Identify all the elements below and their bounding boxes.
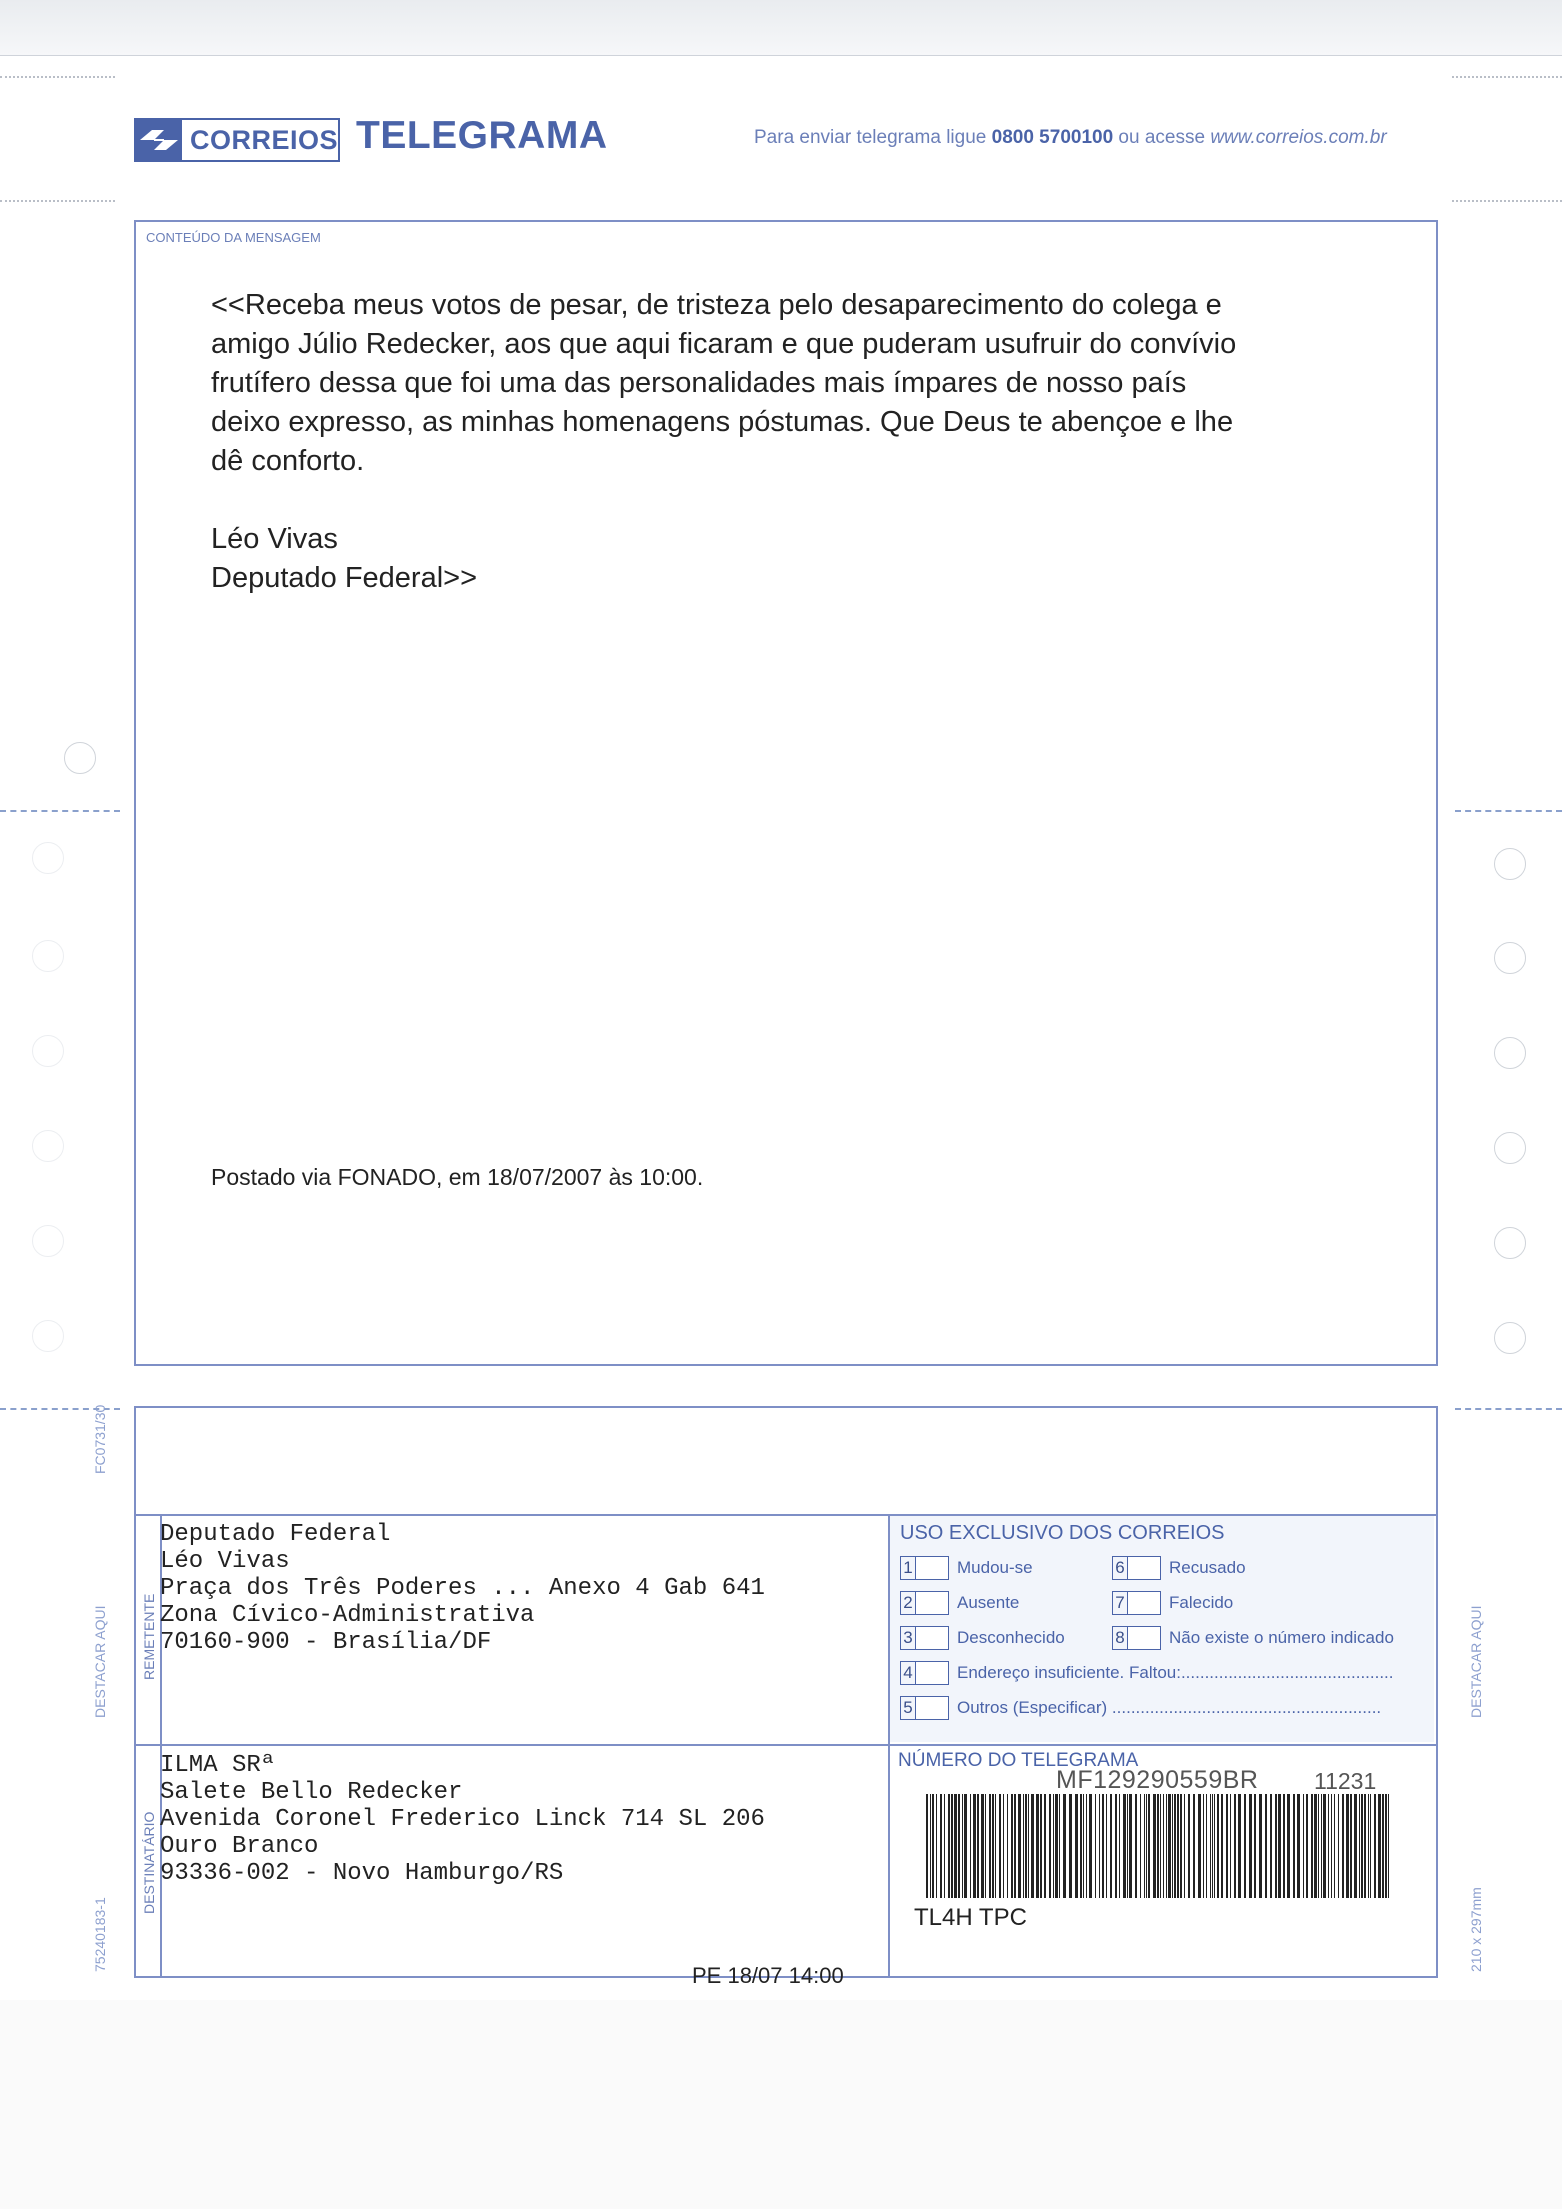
perforation-hole bbox=[32, 1225, 64, 1257]
recipient-label: DESTINATÁRIO bbox=[141, 1811, 157, 1914]
detach-here-right: DESTACAR AQUI bbox=[1468, 1605, 1484, 1718]
blank-band bbox=[136, 1408, 1436, 1516]
perforation-hole bbox=[32, 1130, 64, 1162]
option-number: 4 bbox=[900, 1661, 916, 1685]
sender-label: REMETENTE bbox=[141, 1593, 157, 1680]
checkbox[interactable] bbox=[916, 1661, 949, 1685]
contact-url: www.correios.com.br bbox=[1210, 127, 1387, 148]
option-label: Recusado bbox=[1169, 1558, 1246, 1577]
option-absent[interactable] bbox=[900, 1591, 1019, 1615]
contact-phone: 0800 5700100 bbox=[991, 127, 1114, 148]
option-label: Falecido bbox=[1169, 1593, 1234, 1612]
checkbox[interactable] bbox=[916, 1591, 949, 1615]
checkbox[interactable] bbox=[916, 1556, 949, 1580]
recipient-line: Salete Bello Redecker bbox=[160, 1779, 463, 1806]
address-section bbox=[134, 1406, 1438, 1978]
message-box bbox=[134, 220, 1438, 1366]
sender-line: Praça dos Três Poderes ... Anexo 4 Gab 641 bbox=[160, 1575, 765, 1602]
message-line: frutífero dessa que foi uma das personalidades mais ímpares de nosso país bbox=[211, 367, 1187, 399]
perforation-dots bbox=[0, 76, 115, 78]
option-number: 6 bbox=[1112, 1556, 1128, 1580]
postal-use-panel bbox=[890, 1516, 1434, 1742]
option-unknown[interactable] bbox=[900, 1626, 1065, 1650]
recipient-line: Avenida Coronel Frederico Linck 714 SL 206 bbox=[160, 1806, 765, 1833]
message-body bbox=[211, 286, 1401, 598]
telegram-number-title: NÚMERO DO TELEGRAMA bbox=[898, 1750, 1139, 1771]
message-line: deixo expresso, as minhas homenagens póstumas. Que Deus te abençoe e lhe bbox=[211, 406, 1234, 438]
telegram-sequence: 11231 bbox=[1314, 1768, 1377, 1794]
option-label: Desconhecido bbox=[957, 1628, 1065, 1647]
option-deceased[interactable] bbox=[1112, 1591, 1233, 1615]
option-number: 5 bbox=[900, 1696, 916, 1720]
perforation-dots bbox=[1452, 200, 1562, 202]
option-number: 8 bbox=[1112, 1626, 1128, 1650]
sender-line: Deputado Federal bbox=[160, 1521, 391, 1548]
option-number: 1 bbox=[900, 1556, 916, 1580]
option-label: Não existe o número indicado bbox=[1169, 1628, 1394, 1647]
recipient-line: 93336-002 - Novo Hamburgo/RS bbox=[160, 1860, 564, 1887]
detach-dashed-line bbox=[0, 810, 120, 812]
correios-arrows-icon bbox=[136, 120, 182, 160]
option-other[interactable] bbox=[900, 1696, 1381, 1720]
checkbox[interactable] bbox=[916, 1696, 949, 1720]
detach-here-left: DESTACAR AQUI bbox=[92, 1605, 108, 1718]
checkbox[interactable] bbox=[916, 1626, 949, 1650]
signature-title: Deputado Federal>> bbox=[211, 562, 478, 594]
perforation-dots bbox=[1452, 76, 1562, 78]
contact-prefix: Para enviar telegrama ligue bbox=[754, 127, 992, 148]
option-insufficient-address[interactable] bbox=[900, 1661, 1394, 1685]
signature-name: Léo Vivas bbox=[211, 523, 338, 555]
correios-logo bbox=[134, 118, 340, 162]
option-label: Endereço insuficiente. Faltou:............................................. bbox=[957, 1663, 1394, 1682]
perforation-dots bbox=[0, 200, 115, 202]
sender-line: Léo Vivas bbox=[160, 1548, 290, 1575]
option-moved[interactable] bbox=[900, 1556, 1033, 1580]
recipient-address bbox=[160, 1752, 765, 1887]
sender-address bbox=[160, 1521, 765, 1656]
option-refused[interactable] bbox=[1112, 1556, 1246, 1580]
delivery-stamp: PE 18/07 14:00 bbox=[692, 1963, 844, 1988]
perforation-hole bbox=[64, 742, 96, 774]
checkbox[interactable] bbox=[1128, 1626, 1161, 1650]
perforation-hole bbox=[1494, 942, 1526, 974]
barcode bbox=[926, 1794, 1396, 1898]
checkbox[interactable] bbox=[1128, 1556, 1161, 1580]
perforation-hole bbox=[32, 940, 64, 972]
top-paper-strip bbox=[0, 0, 1562, 56]
route-code: TL4H TPC bbox=[914, 1904, 1027, 1931]
perforation-hole bbox=[1494, 1037, 1526, 1069]
perforation-hole bbox=[1494, 1132, 1526, 1164]
option-number-not-exist[interactable] bbox=[1112, 1626, 1394, 1650]
perforation-hole bbox=[32, 1035, 64, 1067]
sender-line: Zona Cívico-Administrativa bbox=[160, 1602, 535, 1629]
perforation-hole bbox=[1494, 848, 1526, 880]
form-code: FC0731/30 bbox=[92, 1404, 108, 1474]
perforation-hole bbox=[32, 842, 64, 874]
option-label: Mudou-se bbox=[957, 1558, 1033, 1577]
perforation-hole bbox=[1494, 1227, 1526, 1259]
bottom-paper-strip bbox=[0, 2000, 1562, 2209]
detach-dashed-line bbox=[1455, 1408, 1562, 1410]
perforation-hole bbox=[32, 1320, 64, 1352]
posted-note: Postado via FONADO, em 18/07/2007 às 10:00. bbox=[211, 1164, 704, 1190]
document-title: TELEGRAMA bbox=[356, 114, 608, 157]
paper-size: 210 x 297mm bbox=[1468, 1887, 1484, 1972]
serial-number: 75240183-1 bbox=[92, 1897, 108, 1972]
postal-use-title: USO EXCLUSIVO DOS CORREIOS bbox=[900, 1522, 1225, 1544]
message-label: CONTEÚDO DA MENSAGEM bbox=[146, 230, 321, 245]
checkbox[interactable] bbox=[1128, 1591, 1161, 1615]
option-number: 7 bbox=[1112, 1591, 1128, 1615]
contact-mid: ou acesse bbox=[1113, 127, 1211, 148]
message-line: amigo Júlio Redecker, aos que aqui ficaram e que puderam usufruir do convívio bbox=[211, 328, 1237, 360]
recipient-line: Ouro Branco bbox=[160, 1833, 319, 1860]
contact-info bbox=[754, 127, 1387, 149]
recipient-line: ILMA SRª bbox=[160, 1752, 276, 1779]
option-number: 2 bbox=[900, 1591, 916, 1615]
message-line: <<Receba meus votos de pesar, de tristeza pelo desaparecimento do colega e bbox=[211, 289, 1222, 321]
option-label: Ausente bbox=[957, 1593, 1020, 1612]
message-line: dê conforto. bbox=[211, 445, 365, 477]
row-divider bbox=[136, 1744, 1436, 1746]
option-number: 3 bbox=[900, 1626, 916, 1650]
logo-text: CORREIOS bbox=[190, 124, 339, 155]
perforation-hole bbox=[1494, 1322, 1526, 1354]
sender-line: 70160-900 - Brasília/DF bbox=[160, 1629, 492, 1656]
detach-dashed-line bbox=[1455, 810, 1562, 812]
option-label: Outros (Especificar) ......................................................... bbox=[957, 1698, 1382, 1717]
telegram-number: MF129290559BR bbox=[1056, 1766, 1259, 1794]
